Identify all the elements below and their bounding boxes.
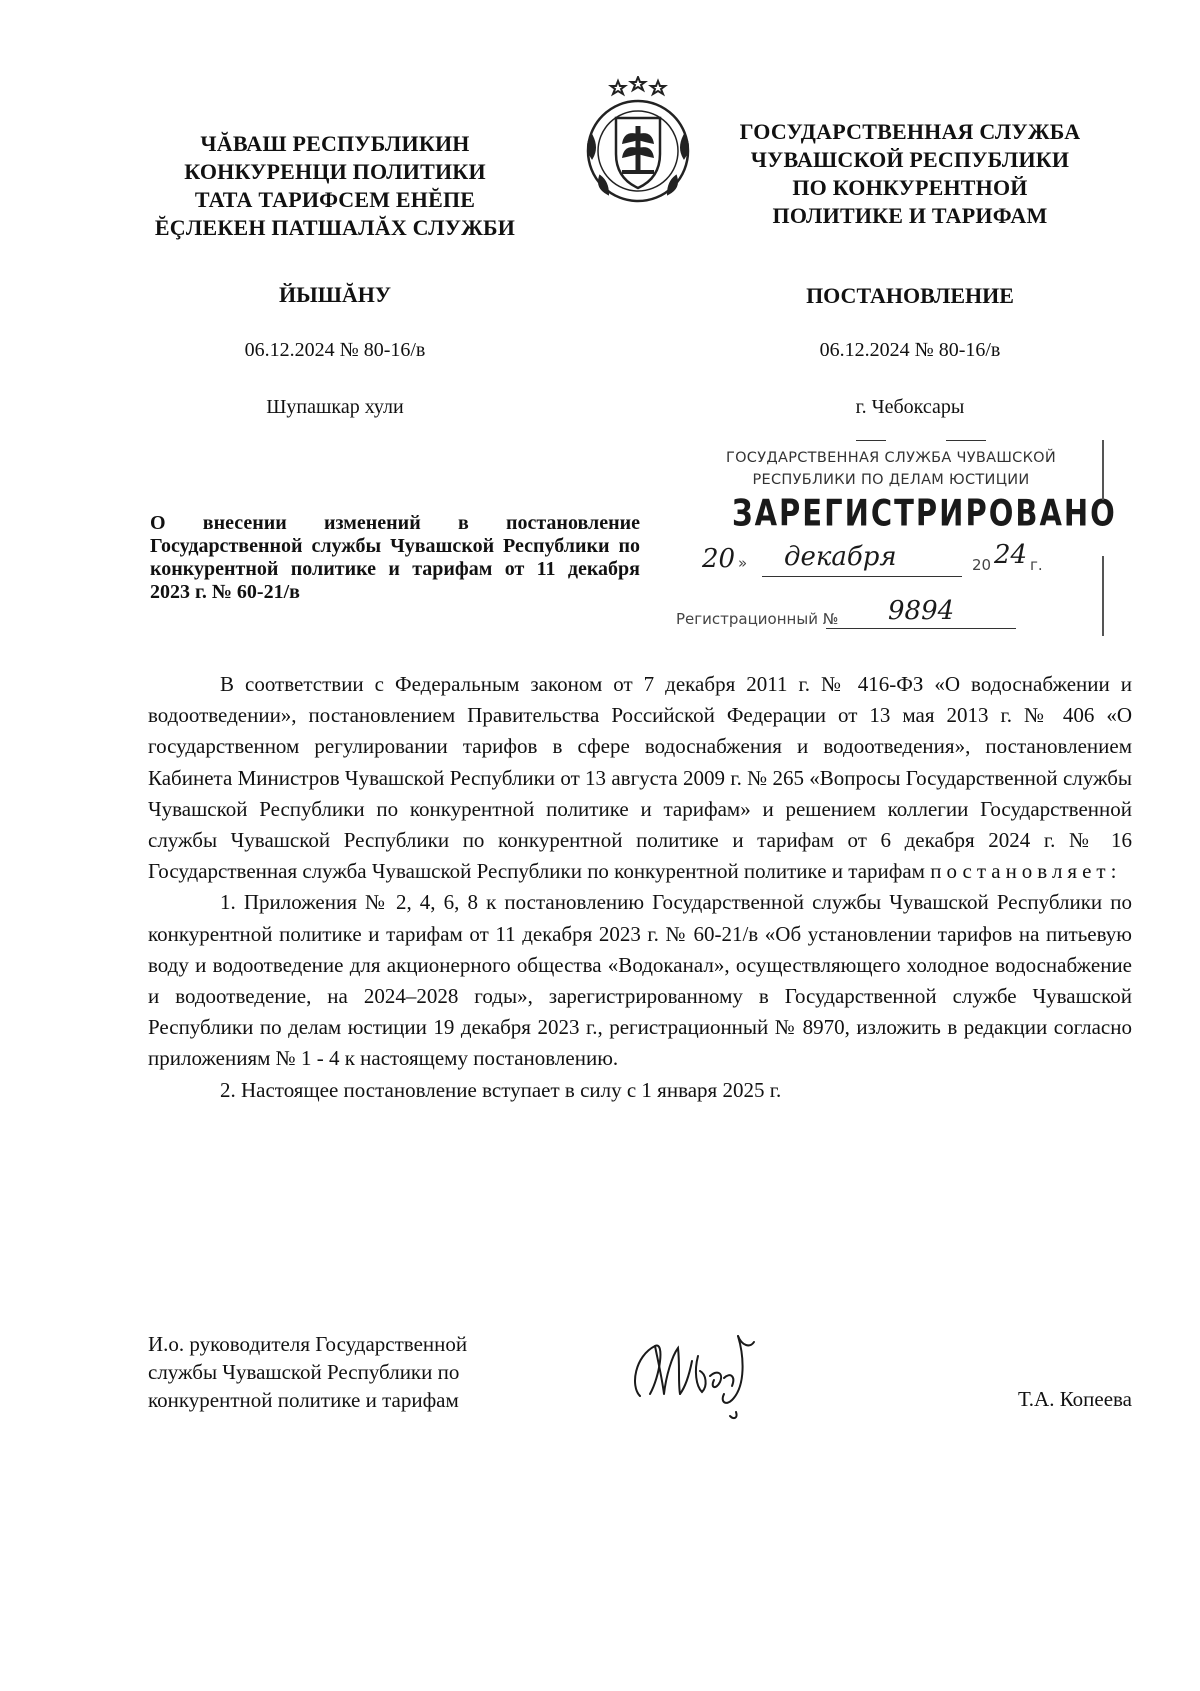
stamp-border-right [1102,556,1104,636]
body-paragraph-1-verb: постановляет: [930,859,1122,884]
header-russian-title [690,118,1130,230]
document-subject: О внесении изменений в постановление Государственной службы Чувашской Республики по конкурентной политике и тарифам от 11 декабря 2023 г. № 60-21/в [150,512,640,603]
registration-stamp [676,436,1117,631]
body-paragraph-3: 2. Настоящее постановление вступает в силу с 1 января 2025 г. [220,1077,782,1102]
body-paragraph-1-text: В соответствии с Федеральным законом от 7 декабря 2011 г. № 416-ФЗ «О водоснабжении и водоотведении», постановлением Правительства Российской Федерации от 13 мая 2013 г. № 406 «О государственном регулировании тарифов в сфере водоснабжения и водоотведения», постановлением Кабинета Министров Чувашской Республики от 13 августа 2009 г. № 265 «Вопросы Государственной службы Чувашской Республики по конкурентной политике и тарифам» и решением коллегии Государственной службы Чувашской Республики по конкурентной политике и тарифам от 6 декабря 2024 г. № 16 Государственная служба Чувашской Республики по конкурентной политике и тарифам [148,672,1132,884]
stamp-month-line [762,576,962,577]
header-right-line-3: ПО КОНКУРЕНТНОЙ [792,175,1028,200]
body-paragraph-1 [148,669,1132,887]
doc-number-right: 06.12.2024 № 80-16/в [819,339,1001,361]
stamp-reg-line [826,628,1016,629]
doc-type-chuvash: ЙЫШĂНУ [278,282,392,307]
header-left-line-2: КОНКУРЕНЦИ ПОЛИТИКИ [184,159,486,184]
header-chuvash-title [120,130,550,242]
stamp-month: декабря [784,542,897,572]
stamp-year-suffix: г. [1030,556,1043,574]
place-russian: г. Чебоксары [855,396,965,418]
signatory-name: Т.А. Копеева [1018,1387,1132,1411]
chuvash-coat-of-arms-icon [578,76,698,211]
stamp-org-line-2: РЕСПУБЛИКИ ПО ДЕЛАМ ЮСТИЦИИ [752,472,1030,488]
stamp-border-right [1102,440,1104,500]
stamp-status: ЗАРЕГИСТРИРОВАНО [732,491,1117,535]
stamp-year-prefix: 20 [972,556,992,574]
header-right-line-4: ПОЛИТИКЕ И ТАРИФАМ [772,203,1048,228]
stamp-reg-label: Регистрационный № [676,610,839,628]
header-left-line-3: ТАТА ТАРИФСЕМ ЕНĔПЕ [194,187,476,212]
header-right-line-2: ЧУВАШСКОЙ РЕСПУБЛИКИ [750,147,1070,172]
stamp-day-suffix: » [738,554,748,572]
signatory-role [148,1330,548,1414]
stamp-year: 24 [994,540,1028,570]
stamp-day: 20 [702,544,736,574]
stamp-org-line-1: ГОСУДАРСТВЕННАЯ СЛУЖБА ЧУВАШСКОЙ [725,450,1057,466]
place-chuvash: Шупашкар хули [266,396,404,418]
stamp-reg-number: 9894 [888,596,955,626]
doc-number-left: 06.12.2024 № 80-16/в [244,339,426,361]
header-left-line-4: ĔÇЛЕКЕН ПАТШАЛĂХ СЛУЖБИ [154,215,516,240]
header-left-line-1: ЧĂВАШ РЕСПУБЛИКИН [200,131,470,156]
signatory-role-line-1: И.о. руководителя Государственной [148,1332,468,1356]
body-paragraph-2: 1. Приложения № 2, 4, 6, 8 к постановлению Государственной службы Чувашской Республики по конкурентной политике и тарифам от 11 декабря 2023 г. № 60-21/в «Об установлении тарифов на питьевую воду и водоотведение для акционерного общества «Водоканал», осуществляющего холодное водоснабжение и водоотведение, на 2024–2028 годы», зарегистрированному в Государственной службе Чувашской Республики по делам юстиции 19 декабря 2023 г., регистрационный № 8970, изложить в редакции согласно приложениям № 1 - 4 к настоящему постановлению. [148,890,1132,1071]
handwritten-signature-icon [620,1316,780,1426]
stamp-top-tick [946,440,986,441]
document-body [148,669,1132,1106]
signatory-role-line-2: службы Чувашской Республики по [148,1360,460,1384]
header-right-line-1: ГОСУДАРСТВЕННАЯ СЛУЖБА [739,119,1081,144]
doc-type-russian: ПОСТАНОВЛЕНИЕ [806,283,1014,308]
stamp-top-tick [856,440,886,441]
signatory-role-line-3: конкурентной политике и тарифам [148,1388,459,1412]
